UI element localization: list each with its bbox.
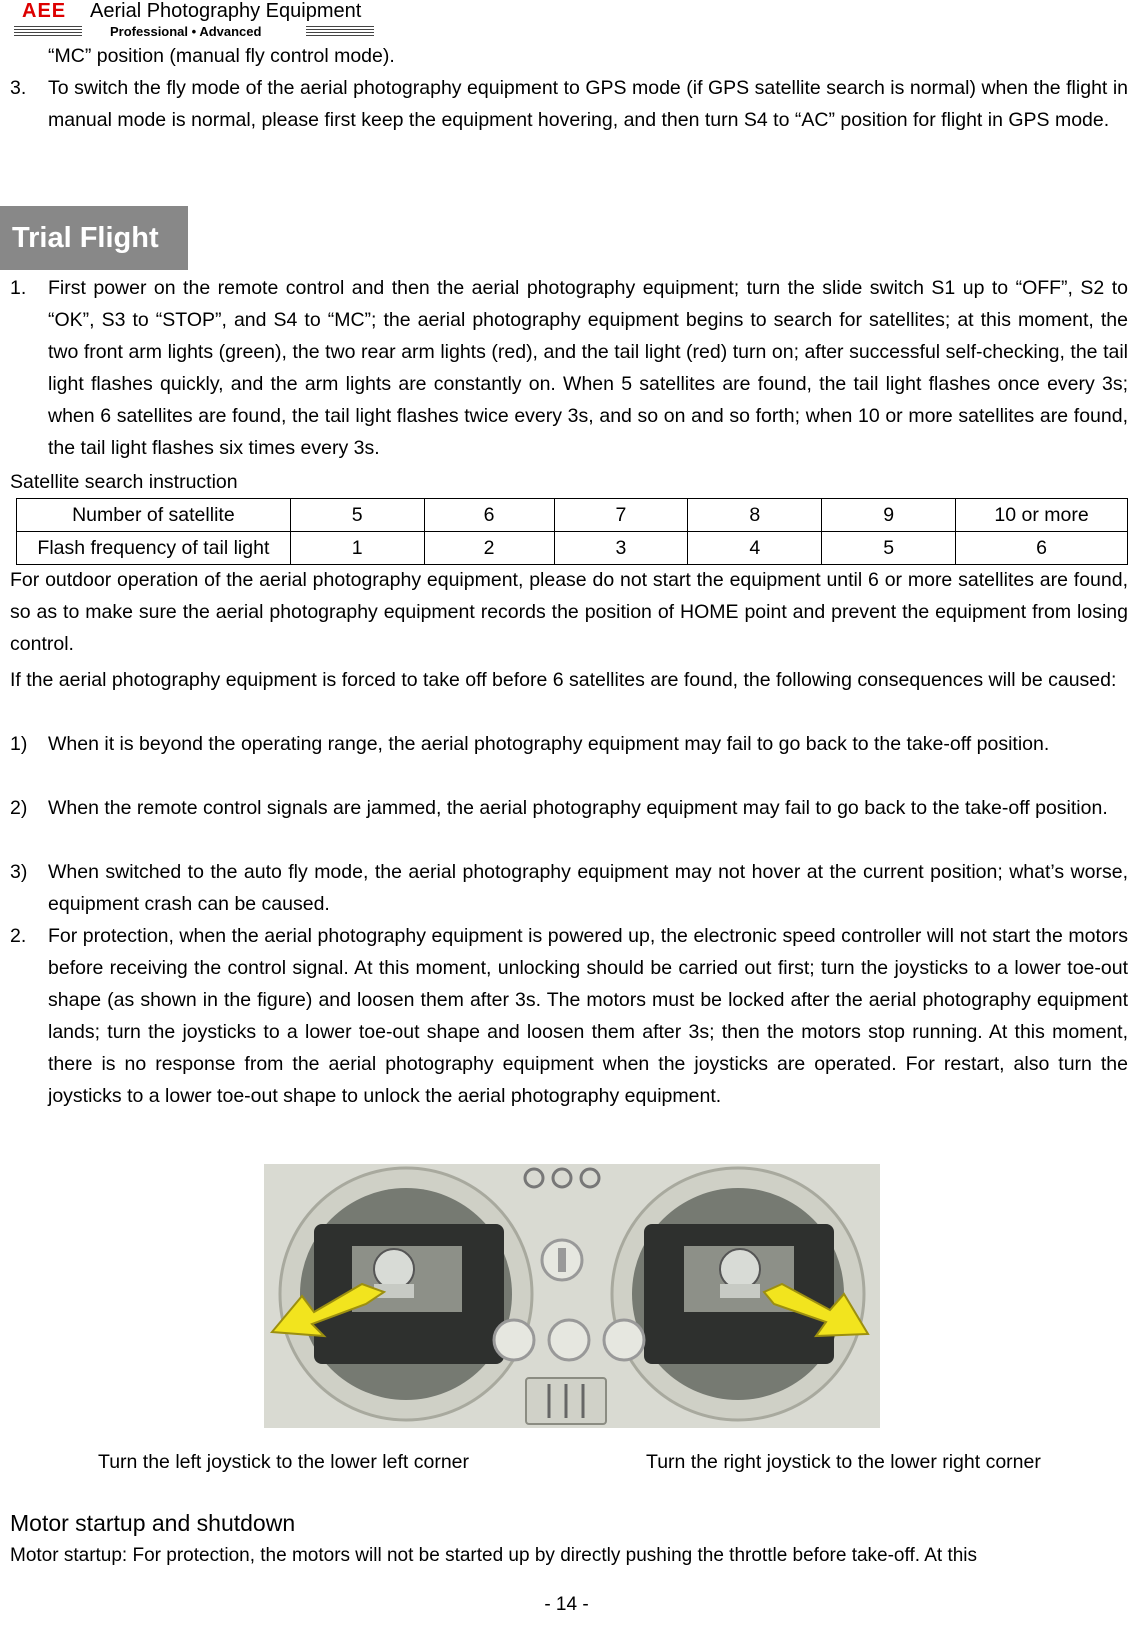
table-cell: 6 [424,499,554,532]
para-forced: If the aerial photography equipment is forced to take off before 6 satellites are found, the following consequences will be caused: [10,669,1117,691]
step2-number: 2. [10,925,27,947]
header-title: Aerial Photography Equipment [90,0,362,22]
table-cell: 4 [688,532,822,565]
table-cell: 5 [290,499,424,532]
subsection-title: Motor startup and shutdown [10,1510,296,1536]
table-cell: 3 [554,532,688,565]
consequence-text: When the remote control signals are jammed, the aerial photography equipment may fail to go back to the take-off position. [48,797,1108,819]
table-cell: 8 [688,499,822,532]
table-cell: 9 [822,499,956,532]
page-number: - 14 - [544,1594,589,1615]
intro-item3-text: To switch the fly mode of the aerial photography equipment to GPS mode (if GPS satellite search is normal) when the flight in manual mode is normal, please first keep the equipment hovering, and then turn S4 to “AC” position for flight in GPS mode. [48,77,1128,131]
brand-logo: AEE [22,0,67,22]
step1-text: First power on the remote control and then the aerial photography equipment; turn the slide switch S1 up to “OFF”, S2 to “OK”, S3 to “STOP”, and S4 to “MC”; the aerial photography equipment begins to search for satellites; at this moment, the two front arm lights (green), the two rear arm lights (red), and the tail light (red) turn on; after successful self-checking, the tail light flashes quickly, and the arm lights are constantly on. When 5 satellites are found, the tail light flashes once every 3s; when 6 satellites are found, the tail light flashes twice every 3s, and so on and so forth; when 10 or more satellites are found, the tail light flashes six times every 3s. [48,277,1128,459]
table-row [17,499,1128,532]
caption-right: Turn the right joystick to the lower right corner [646,1451,1041,1473]
table-cell: 5 [822,532,956,565]
intro-continuation: “MC” position (manual fly control mode). [48,45,395,67]
table-cell: Flash frequency of tail light [17,532,291,565]
table-cell: 10 or more [956,499,1128,532]
table-row [17,532,1128,565]
table-cell: 1 [290,532,424,565]
motor-startup-line: Motor startup: For protection, the motors will not be started up by directly pushing the throttle before take-off. At this [10,1545,978,1566]
intro-item3-number: 3. [10,77,27,99]
step1-number: 1. [10,277,27,299]
header-tagline-row [0,24,380,40]
step2-text: For protection, when the aerial photography equipment is powered up, the electronic speed controller will not start the motors before receiving the control signal. At this moment, unlocking should be carried out first; turn the joysticks to a lower toe-out shape (as shown in the figure) and loosen them after 3s. The motors must be locked after the aerial photography equipment lands; turn the joysticks to a lower toe-out shape and loosen them after 3s; then the motors stop running. At this moment, there is no response from the aerial photography equipment when the joysticks are operated. For restart, also turn the joysticks to a lower toe-out shape to unlock the aerial photography equipment. [48,925,1128,1107]
table-cell: Number of satellite [17,499,291,532]
table-cell: 2 [424,532,554,565]
decorative-lines-left [14,26,82,38]
decorative-lines-right [306,26,374,38]
para-outdoor: For outdoor operation of the aerial photography equipment, please do not start the equipment until 6 or more satellites are found, so as to make sure the aerial photography equipment records the position of HOME point and prevent the equipment from losing control. [10,569,1128,655]
consequence-number: 2) [10,797,28,819]
remote-control-photo [264,1164,880,1428]
consequence-text: When it is beyond the operating range, the aerial photography equipment may fail to go back to the take-off position. [48,733,1050,755]
section-title-trial-flight: Trial Flight [0,206,188,270]
header-tagline: Professional • Advanced [110,24,262,39]
caption-left: Turn the left joystick to the lower left corner [98,1451,470,1473]
consequence-text: When switched to the auto fly mode, the aerial photography equipment may not hover at the current position; what’s worse, equipment crash can be caused. [48,861,1128,915]
remote-control-illustration [264,1164,880,1428]
consequence-number: 3) [10,861,28,883]
table-caption: Satellite search instruction [10,471,238,493]
satellite-table [16,498,1128,565]
consequence-number: 1) [10,733,28,755]
table-cell: 7 [554,499,688,532]
table-cell: 6 [956,532,1128,565]
